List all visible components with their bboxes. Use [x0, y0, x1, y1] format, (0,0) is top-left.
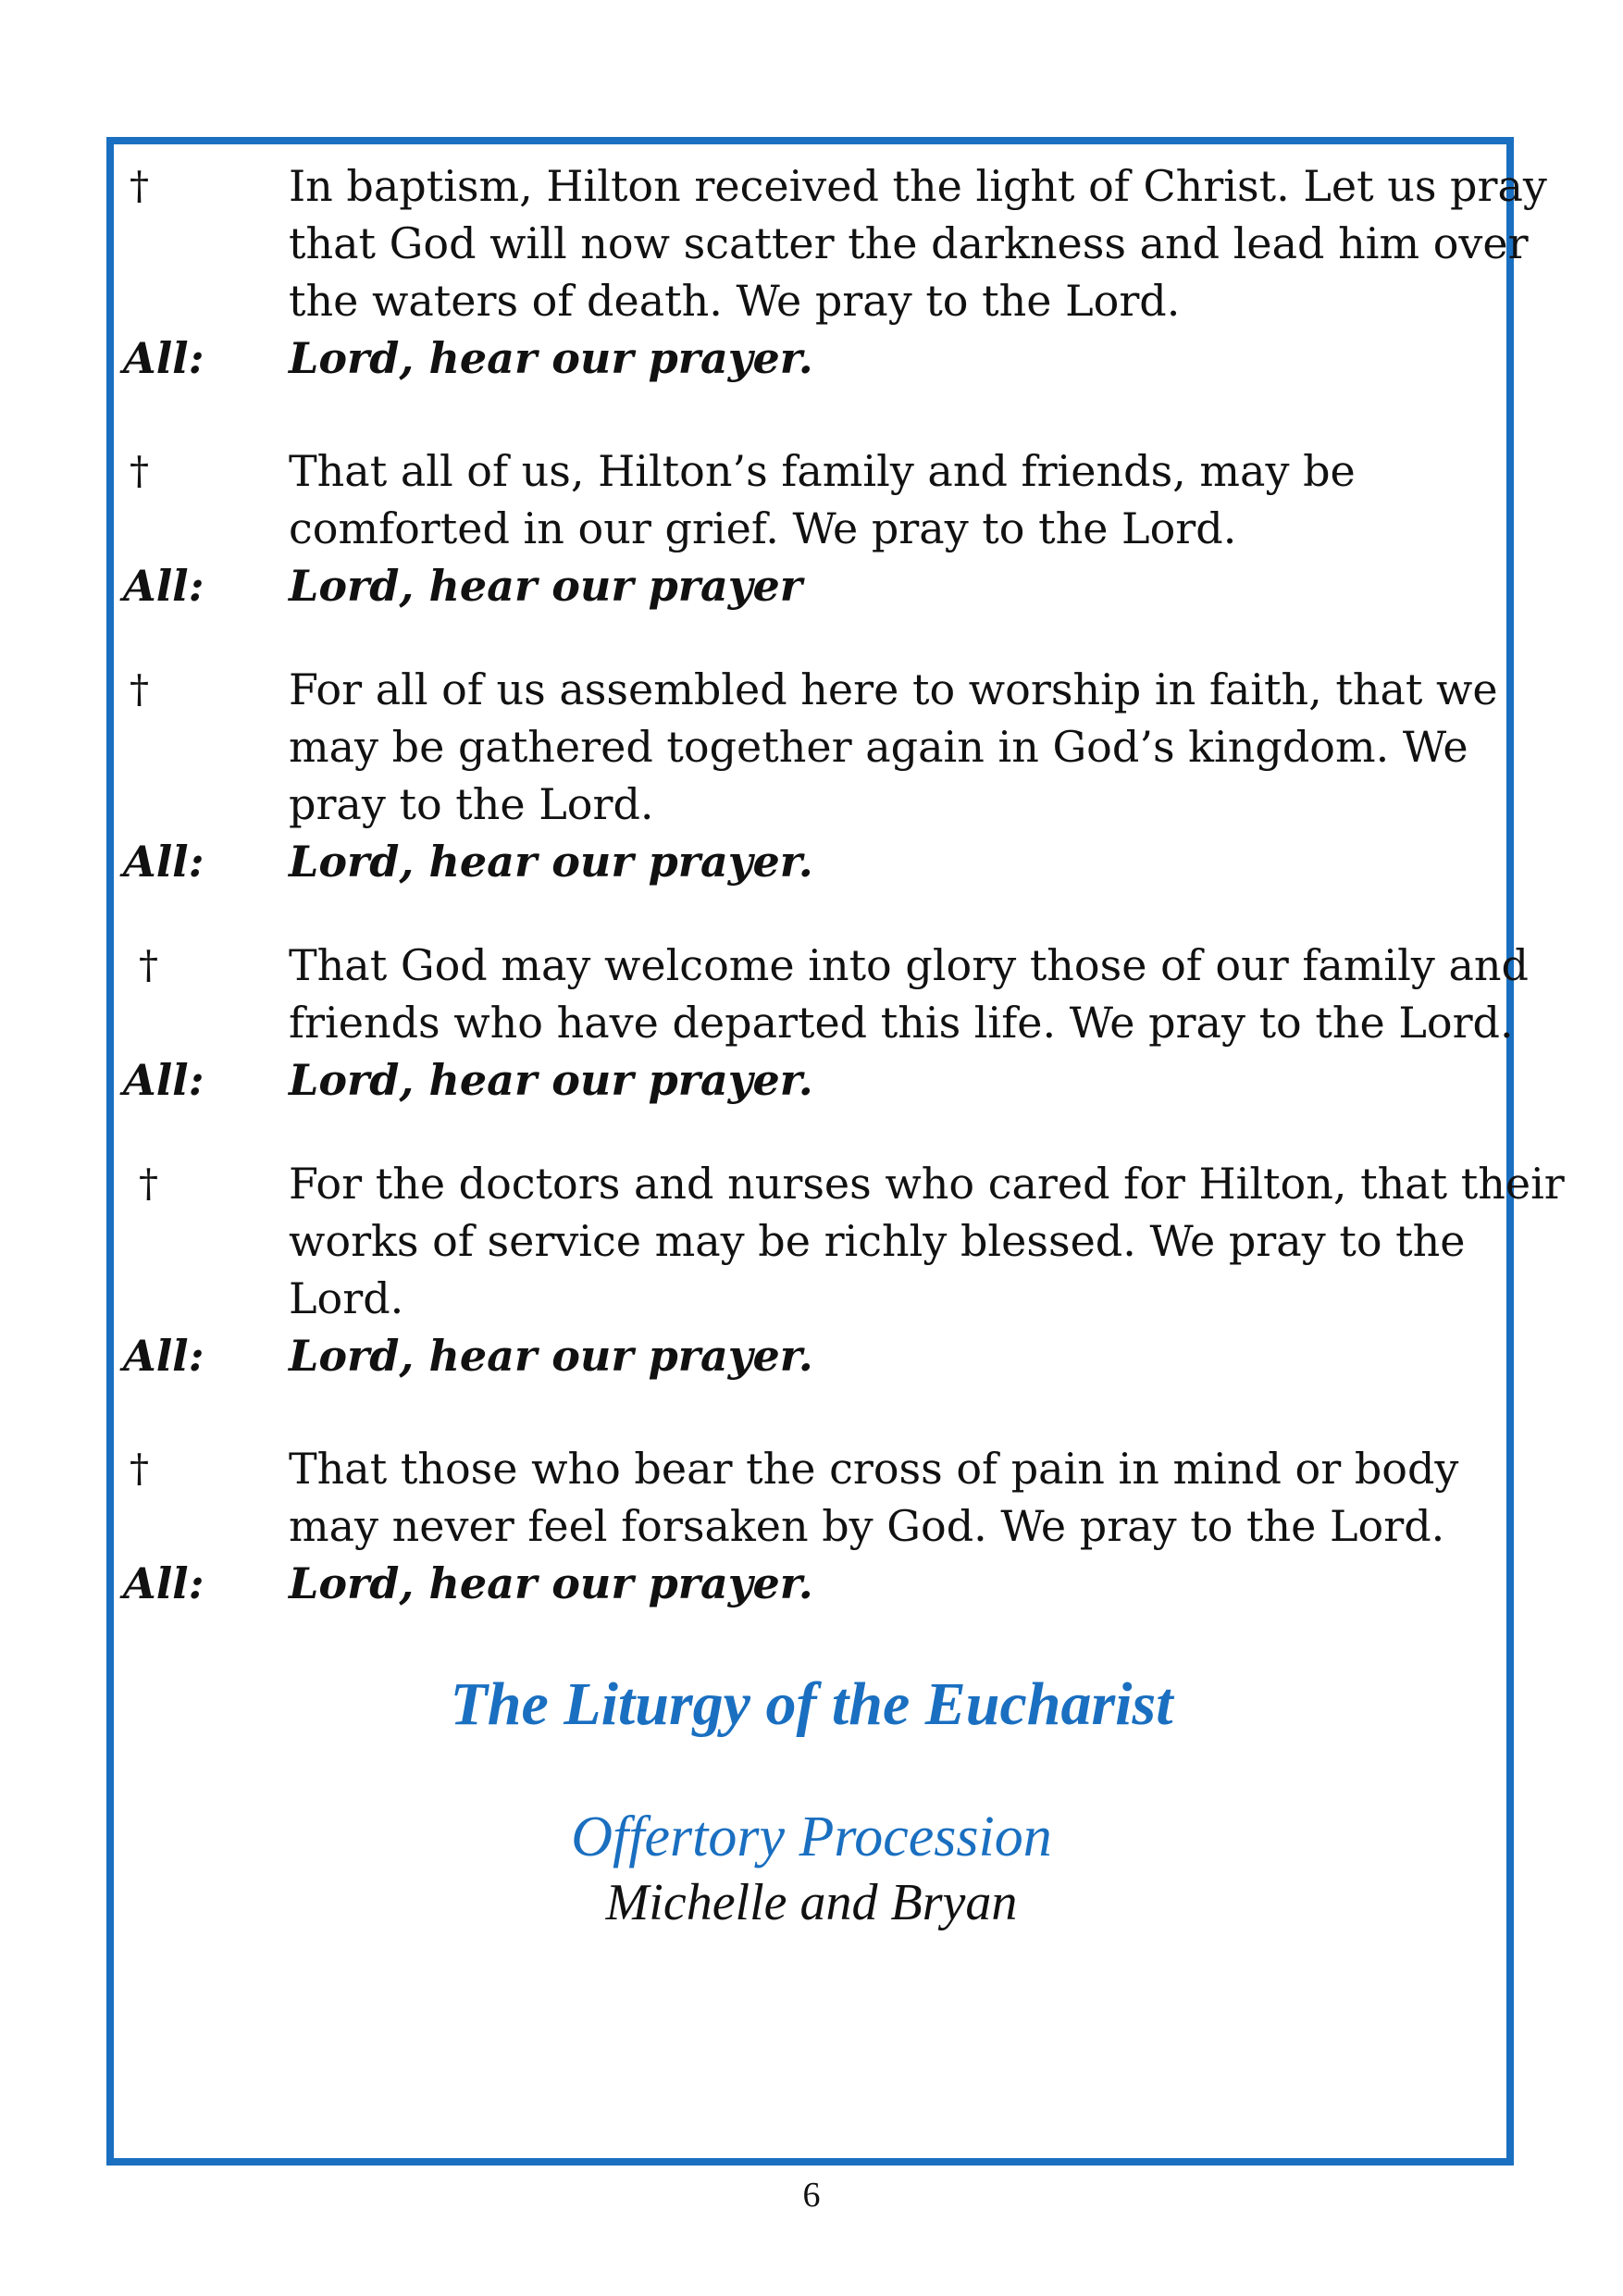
response-text: Lord, hear our prayer [289, 561, 803, 611]
intercession-line: the waters of death. We pray to the Lord. [289, 276, 1181, 326]
intercession-line: pray to the Lord. [289, 779, 654, 829]
page-number: 6 [802, 2176, 821, 2215]
cross-icon: † [130, 666, 149, 712]
cross-icon: † [130, 163, 149, 208]
intercession-line: may be gathered together again in God’s kingdom. We [289, 722, 1468, 772]
response-label: All: [123, 1055, 204, 1105]
intercession-line: For the doctors and nurses who cared for Hilton, that their [289, 1159, 1565, 1209]
intercession-line: In baptism, Hilton received the light of Christ. Let us pray [289, 161, 1547, 211]
intercession-line: comforted in our grief. We pray to the Lord. [289, 503, 1237, 553]
cross-icon: † [130, 448, 149, 493]
intercession-line: may never feel forsaken by God. We pray to the Lord. [289, 1501, 1445, 1551]
intercession-line: that God will now scatter the darkness and lead him over [289, 218, 1529, 268]
intercession-line: Lord. [289, 1273, 404, 1323]
intercession-line: friends who have departed this life. We pray to the Lord. [289, 998, 1514, 1048]
response-label: All: [123, 333, 204, 383]
intercession-line: That those who bear the cross of pain in mind or body [289, 1444, 1459, 1494]
subsection-title: Offertory Procession [571, 1806, 1052, 1868]
intercession-line: For all of us assembled here to worship in faith, that we [289, 664, 1498, 714]
response-label: All: [123, 1558, 204, 1608]
cross-icon: † [130, 1446, 149, 1491]
intercession-line: That all of us, Hilton’s family and friends, may be [289, 446, 1356, 496]
cross-icon: † [139, 1160, 158, 1206]
response-text: Lord, hear our prayer. [289, 1558, 813, 1608]
intercession-line: That God may welcome into glory those of our family and [289, 940, 1529, 990]
response-text: Lord, hear our prayer. [289, 333, 813, 383]
section-title: The Liturgy of the Eucharist [450, 1670, 1173, 1738]
cross-icon: † [139, 942, 158, 987]
response-text: Lord, hear our prayer. [289, 837, 813, 887]
response-label: All: [123, 561, 204, 611]
response-label: All: [123, 837, 204, 887]
response-text: Lord, hear our prayer. [289, 1055, 813, 1105]
response-text: Lord, hear our prayer. [289, 1331, 813, 1381]
response-label: All: [123, 1331, 204, 1381]
intercession-line: works of service may be richly blessed. We pray to the [289, 1216, 1466, 1266]
subsection-names: Michelle and Bryan [605, 1874, 1018, 1931]
